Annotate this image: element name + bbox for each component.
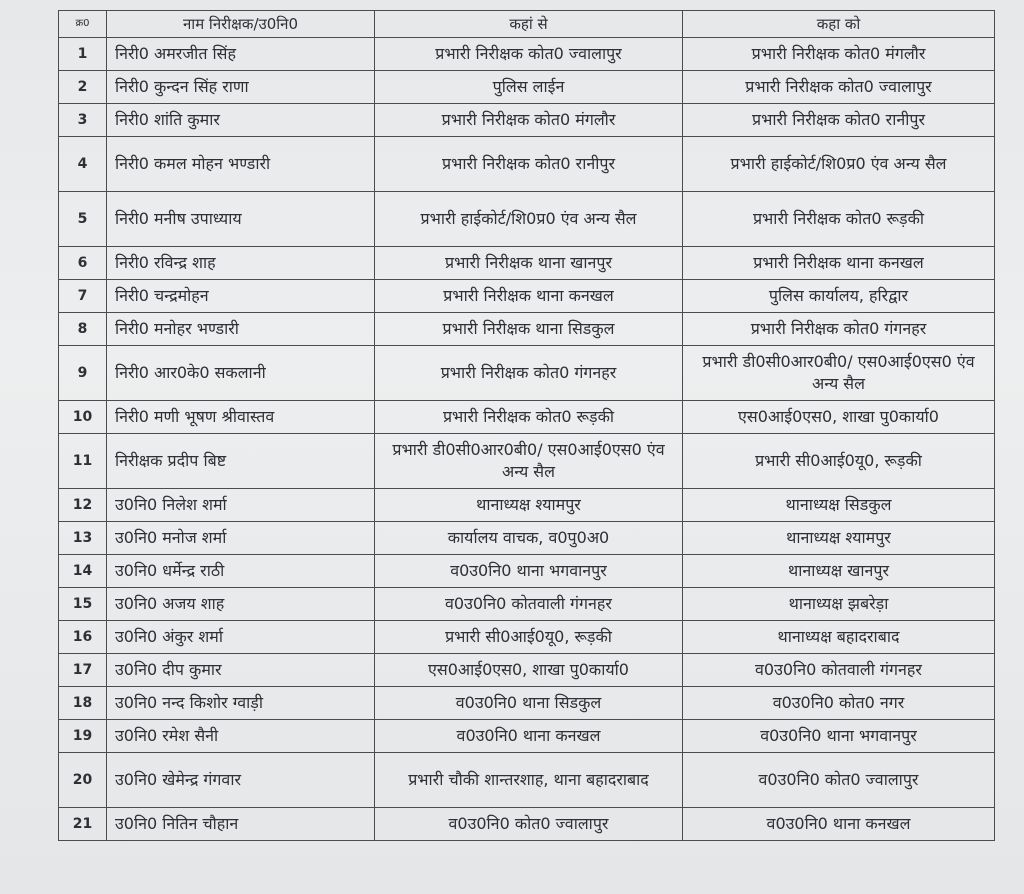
- to-cell: प्रभारी निरीक्षक कोत0 रानीपुर: [683, 104, 995, 137]
- table-row: [59, 313, 995, 346]
- table-row: [59, 588, 995, 621]
- name-cell: निरी0 अमरजीत सिंह: [107, 38, 375, 71]
- serial-cell: 6: [59, 247, 107, 280]
- from-cell: प्रभारी निरीक्षक कोत0 रूड़की: [375, 401, 683, 434]
- to-cell: प्रभारी निरीक्षक कोत0 ज्वालापुर: [683, 71, 995, 104]
- serial-cell: 7: [59, 280, 107, 313]
- table-header-row: [59, 11, 995, 38]
- name-cell: उ0नि0 नन्द किशोर ग्वाड़ी: [107, 687, 375, 720]
- serial-cell: 14: [59, 555, 107, 588]
- table-row: [59, 247, 995, 280]
- serial-cell: 19: [59, 720, 107, 753]
- name-cell: उ0नि0 धर्मेन्द्र राठी: [107, 555, 375, 588]
- table-row: [59, 434, 995, 489]
- table-row: [59, 192, 995, 247]
- name-cell: निरी0 मनीष उपाध्याय: [107, 192, 375, 247]
- from-cell: कार्यालय वाचक, व0पु0अ0: [375, 522, 683, 555]
- serial-cell: 5: [59, 192, 107, 247]
- from-cell: प्रभारी निरीक्षक कोत0 रानीपुर: [375, 137, 683, 192]
- name-cell: उ0नि0 खेमेन्द्र गंगवार: [107, 753, 375, 808]
- from-cell: प्रभारी निरीक्षक कोत0 गंगनहर: [375, 346, 683, 401]
- table-row: [59, 808, 995, 841]
- to-cell: थानाध्यक्ष बहादराबाद: [683, 621, 995, 654]
- from-cell: प्रभारी निरीक्षक कोत0 ज्वालापुर: [375, 38, 683, 71]
- table-row: [59, 137, 995, 192]
- to-cell: व0उ0नि0 थाना कनखल: [683, 808, 995, 841]
- header-to: कहा को: [683, 11, 995, 38]
- table-row: [59, 687, 995, 720]
- from-cell: व0उ0नि0 थाना सिडकुल: [375, 687, 683, 720]
- from-cell: एस0आई0एस0, शाखा पु0कार्या0: [375, 654, 683, 687]
- from-cell: प्रभारी सी0आई0यू0, रूड़की: [375, 621, 683, 654]
- to-cell: प्रभारी सी0आई0यू0, रूड़की: [683, 434, 995, 489]
- name-cell: निरी0 शांति कुमार: [107, 104, 375, 137]
- from-cell: व0उ0नि0 थाना भगवानपुर: [375, 555, 683, 588]
- name-cell: उ0नि0 नितिन चौहान: [107, 808, 375, 841]
- to-cell: थानाध्यक्ष झबरेड़ा: [683, 588, 995, 621]
- from-cell: प्रभारी निरीक्षक कोत0 मंगलौर: [375, 104, 683, 137]
- to-cell: व0उ0नि0 कोतवाली गंगनहर: [683, 654, 995, 687]
- to-cell: प्रभारी हाईकोर्ट/शि0प्र0 एंव अन्य सैल: [683, 137, 995, 192]
- name-cell: निरी0 मणी भूषण श्रीवास्तव: [107, 401, 375, 434]
- serial-cell: 2: [59, 71, 107, 104]
- to-cell: एस0आई0एस0, शाखा पु0कार्या0: [683, 401, 995, 434]
- from-cell: प्रभारी निरीक्षक थाना कनखल: [375, 280, 683, 313]
- table-row: [59, 489, 995, 522]
- name-cell: उ0नि0 रमेश सैनी: [107, 720, 375, 753]
- table-row: [59, 720, 995, 753]
- transfer-table: [58, 10, 995, 841]
- header-serial: क्र0: [59, 11, 107, 38]
- table-row: [59, 280, 995, 313]
- serial-cell: 8: [59, 313, 107, 346]
- serial-cell: 16: [59, 621, 107, 654]
- from-cell: व0उ0नि0 थाना कनखल: [375, 720, 683, 753]
- from-cell: व0उ0नि0 कोत0 ज्वालापुर: [375, 808, 683, 841]
- table-row: [59, 38, 995, 71]
- header-from: कहां से: [375, 11, 683, 38]
- from-cell: प्रभारी निरीक्षक थाना सिडकुल: [375, 313, 683, 346]
- table-row: [59, 71, 995, 104]
- to-cell: प्रभारी डी0सी0आर0बी0/ एस0आई0एस0 एंव अन्य सैल: [683, 346, 995, 401]
- table-row: [59, 346, 995, 401]
- serial-cell: 17: [59, 654, 107, 687]
- to-cell: प्रभारी निरीक्षक कोत0 मंगलौर: [683, 38, 995, 71]
- header-name: नाम निरीक्षक/उ0नि0: [107, 11, 375, 38]
- serial-cell: 21: [59, 808, 107, 841]
- name-cell: उ0नि0 मनोज शर्मा: [107, 522, 375, 555]
- from-cell: प्रभारी निरीक्षक थाना खानपुर: [375, 247, 683, 280]
- table-row: [59, 753, 995, 808]
- to-cell: प्रभारी निरीक्षक कोत0 गंगनहर: [683, 313, 995, 346]
- to-cell: थानाध्यक्ष श्यामपुर: [683, 522, 995, 555]
- to-cell: प्रभारी निरीक्षक कोत0 रूड़की: [683, 192, 995, 247]
- serial-cell: 20: [59, 753, 107, 808]
- name-cell: निरी0 मनोहर भण्डारी: [107, 313, 375, 346]
- serial-cell: 11: [59, 434, 107, 489]
- to-cell: थानाध्यक्ष सिडकुल: [683, 489, 995, 522]
- serial-cell: 9: [59, 346, 107, 401]
- table-row: [59, 654, 995, 687]
- name-cell: निरी0 आर0के0 सकलानी: [107, 346, 375, 401]
- from-cell: प्रभारी हाईकोर्ट/शि0प्र0 एंव अन्य सैल: [375, 192, 683, 247]
- serial-cell: 1: [59, 38, 107, 71]
- to-cell: पुलिस कार्यालय, हरिद्वार: [683, 280, 995, 313]
- table-row: [59, 104, 995, 137]
- to-cell: व0उ0नि0 कोत0 ज्वालापुर: [683, 753, 995, 808]
- serial-cell: 10: [59, 401, 107, 434]
- from-cell: प्रभारी चौकी शान्तरशाह, थाना बहादराबाद: [375, 753, 683, 808]
- to-cell: व0उ0नि0 थाना भगवानपुर: [683, 720, 995, 753]
- from-cell: व0उ0नि0 कोतवाली गंगनहर: [375, 588, 683, 621]
- to-cell: थानाध्यक्ष खानपुर: [683, 555, 995, 588]
- table-row: [59, 401, 995, 434]
- serial-cell: 13: [59, 522, 107, 555]
- table-row: [59, 621, 995, 654]
- to-cell: प्रभारी निरीक्षक थाना कनखल: [683, 247, 995, 280]
- from-cell: थानाध्यक्ष श्यामपुर: [375, 489, 683, 522]
- from-cell: प्रभारी डी0सी0आर0बी0/ एस0आई0एस0 एंव अन्य सैल: [375, 434, 683, 489]
- table-body: [59, 38, 995, 841]
- name-cell: निरीक्षक प्रदीप बिष्ट: [107, 434, 375, 489]
- name-cell: निरी0 कुन्दन सिंह राणा: [107, 71, 375, 104]
- serial-cell: 15: [59, 588, 107, 621]
- serial-cell: 4: [59, 137, 107, 192]
- to-cell: व0उ0नि0 कोत0 नगर: [683, 687, 995, 720]
- serial-cell: 12: [59, 489, 107, 522]
- serial-cell: 3: [59, 104, 107, 137]
- name-cell: उ0नि0 दीप कुमार: [107, 654, 375, 687]
- name-cell: निरी0 कमल मोहन भण्डारी: [107, 137, 375, 192]
- name-cell: उ0नि0 अंकुर शर्मा: [107, 621, 375, 654]
- serial-cell: 18: [59, 687, 107, 720]
- from-cell: पुलिस लाईन: [375, 71, 683, 104]
- table-row: [59, 522, 995, 555]
- name-cell: निरी0 चन्द्रमोहन: [107, 280, 375, 313]
- name-cell: उ0नि0 निलेश शर्मा: [107, 489, 375, 522]
- table-row: [59, 555, 995, 588]
- name-cell: निरी0 रविन्द्र शाह: [107, 247, 375, 280]
- name-cell: उ0नि0 अजय शाह: [107, 588, 375, 621]
